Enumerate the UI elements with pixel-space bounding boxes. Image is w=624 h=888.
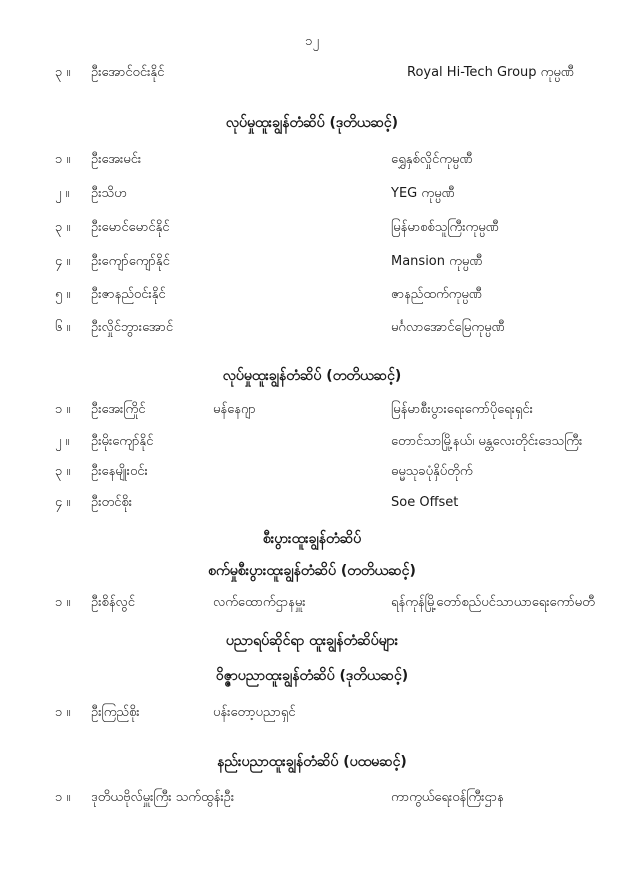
recipient-name: ဒုတိယဗိုလ်မှူးကြီး သက်ထွန်းဦး [91,790,235,805]
list-item [0,318,624,338]
recipient-name: ဦးအေးကြိုင် [91,402,146,417]
recipient-title: ပန်းတော့ပညာရှင် [213,705,296,720]
section-subheading: ဝိဇ္ဇာပညာထူးချွန်တံဆိပ် (ဒုတိယဆင့်) [215,668,409,684]
organization: ရွှေနှစ်လှိုင်ကုမ္ပဏီ [391,152,473,167]
recipient-name: ဦးအေးမင်း [91,152,142,167]
recipient-name: ဦးမိုးကျော်နိုင် [91,434,154,449]
list-item [0,703,624,723]
organization: ဇာနည်ထက်ကုမ္ပဏီ [391,287,482,302]
organization: မြန်မာစစ်သူကြီးကုမ္ပဏီ [391,220,499,235]
item-number: ၃ ။ [55,220,71,235]
item-number: ၁ ။ [55,152,71,167]
list-item [0,788,624,808]
section-heading: နည်းပညာထူးချွန်တံဆိပ် (ပထမဆင့်) [217,754,407,770]
section-heading: လုပ်မှုထူးချွန်တံဆိပ် (တတိယဆင့်) [222,368,402,384]
organization: Royal Hi-Tech Group ကုမ္ပဏီ [407,65,574,80]
recipient-name: ဦးမောင်မောင်နိုင် [91,220,170,235]
item-number: ၅ ။ [55,287,71,302]
list-item [0,462,624,482]
recipient-name: ဦးလှိုင်ဘွားအောင် [91,320,174,335]
item-number: ၂ ။ [55,434,70,449]
recipient-name: ဦးအောင်ဝင်းနိုင် [91,65,165,80]
item-number: ၁ ။ [55,790,71,805]
organization: ဓမ္မသုခပုံနှိပ်တိုက် [391,464,473,479]
list-item [0,493,624,513]
item-number: ၁ ။ [55,705,71,720]
organization: တောင်သာမြို့နယ်၊ မန္တလေးတိုင်းဒေသကြီး [391,434,583,449]
recipient-title: လက်ထောက်ဌာနမှူး [213,595,306,610]
list-item [0,400,624,420]
section-heading: လုပ်မှုထူးချွန်တံဆိပ် (ဒုတိယဆင့်) [225,115,399,131]
item-number: ၆ ။ [55,320,71,335]
item-number: ၁ ။ [55,595,71,610]
item-number: ၄ ။ [55,254,71,269]
organization: ကာကွယ်ရေးဝန်ကြီးဌာန [391,790,504,805]
list-item [0,432,624,452]
recipient-name: ဦးတင်စိုး [91,495,132,510]
list-item [0,184,624,204]
organization: YEG ကုမ္ပဏီ [391,186,455,201]
section-heading: စီးပွားထူးချွန်တံဆိပ် [262,531,362,547]
list-item [0,150,624,170]
organization: Soe Offset [391,495,459,510]
item-number: ၂ ။ [55,186,70,201]
item-number: ၄ ။ [55,495,71,510]
recipient-name: ဦးကျော်ကျော်နိုင် [91,254,170,269]
list-item [0,218,624,238]
item-number: ၁ ။ [55,402,71,417]
list-item [0,285,624,305]
recipient-name: ဦးဇာနည်ဝင်းနိုင် [91,287,166,302]
organization: မင်္ဂလာအောင်မြေကုမ္ပဏီ [391,320,505,335]
recipient-name: ဦးနေမျိုးဝင်း [91,464,148,479]
section-heading: ပညာရပ်ဆိုင်ရာ ထူးချွန်တံဆိပ်များ [225,633,399,649]
item-number: ၃ ။ [55,65,71,80]
recipient-name: ဦးကြည်စိုး [91,705,140,720]
recipient-name: ဦးစိန်လွင် [91,595,135,610]
organization: Mansion ကုမ္ပဏီ [391,254,483,269]
item-number: ၃ ။ [55,464,71,479]
list-item [0,252,624,272]
recipient-title: မန်နေဂျာ [213,402,256,417]
page-number: ၁၂ [305,34,319,49]
organization: ရန်ကုန်မြို့တော်စည်ပင်သာယာရေးကော်မတီ [391,595,595,610]
list-item [0,593,624,613]
list-item [0,63,624,83]
recipient-name: ဦးသိဟ [91,186,127,201]
organization: မြန်မာစီးပွားရေးကော်ပိုရေးရှင်း [391,402,533,417]
section-subheading: စက်မှုစီးပွားထူးချွန်တံဆိပ် (တတိယဆင့်) [208,563,416,579]
